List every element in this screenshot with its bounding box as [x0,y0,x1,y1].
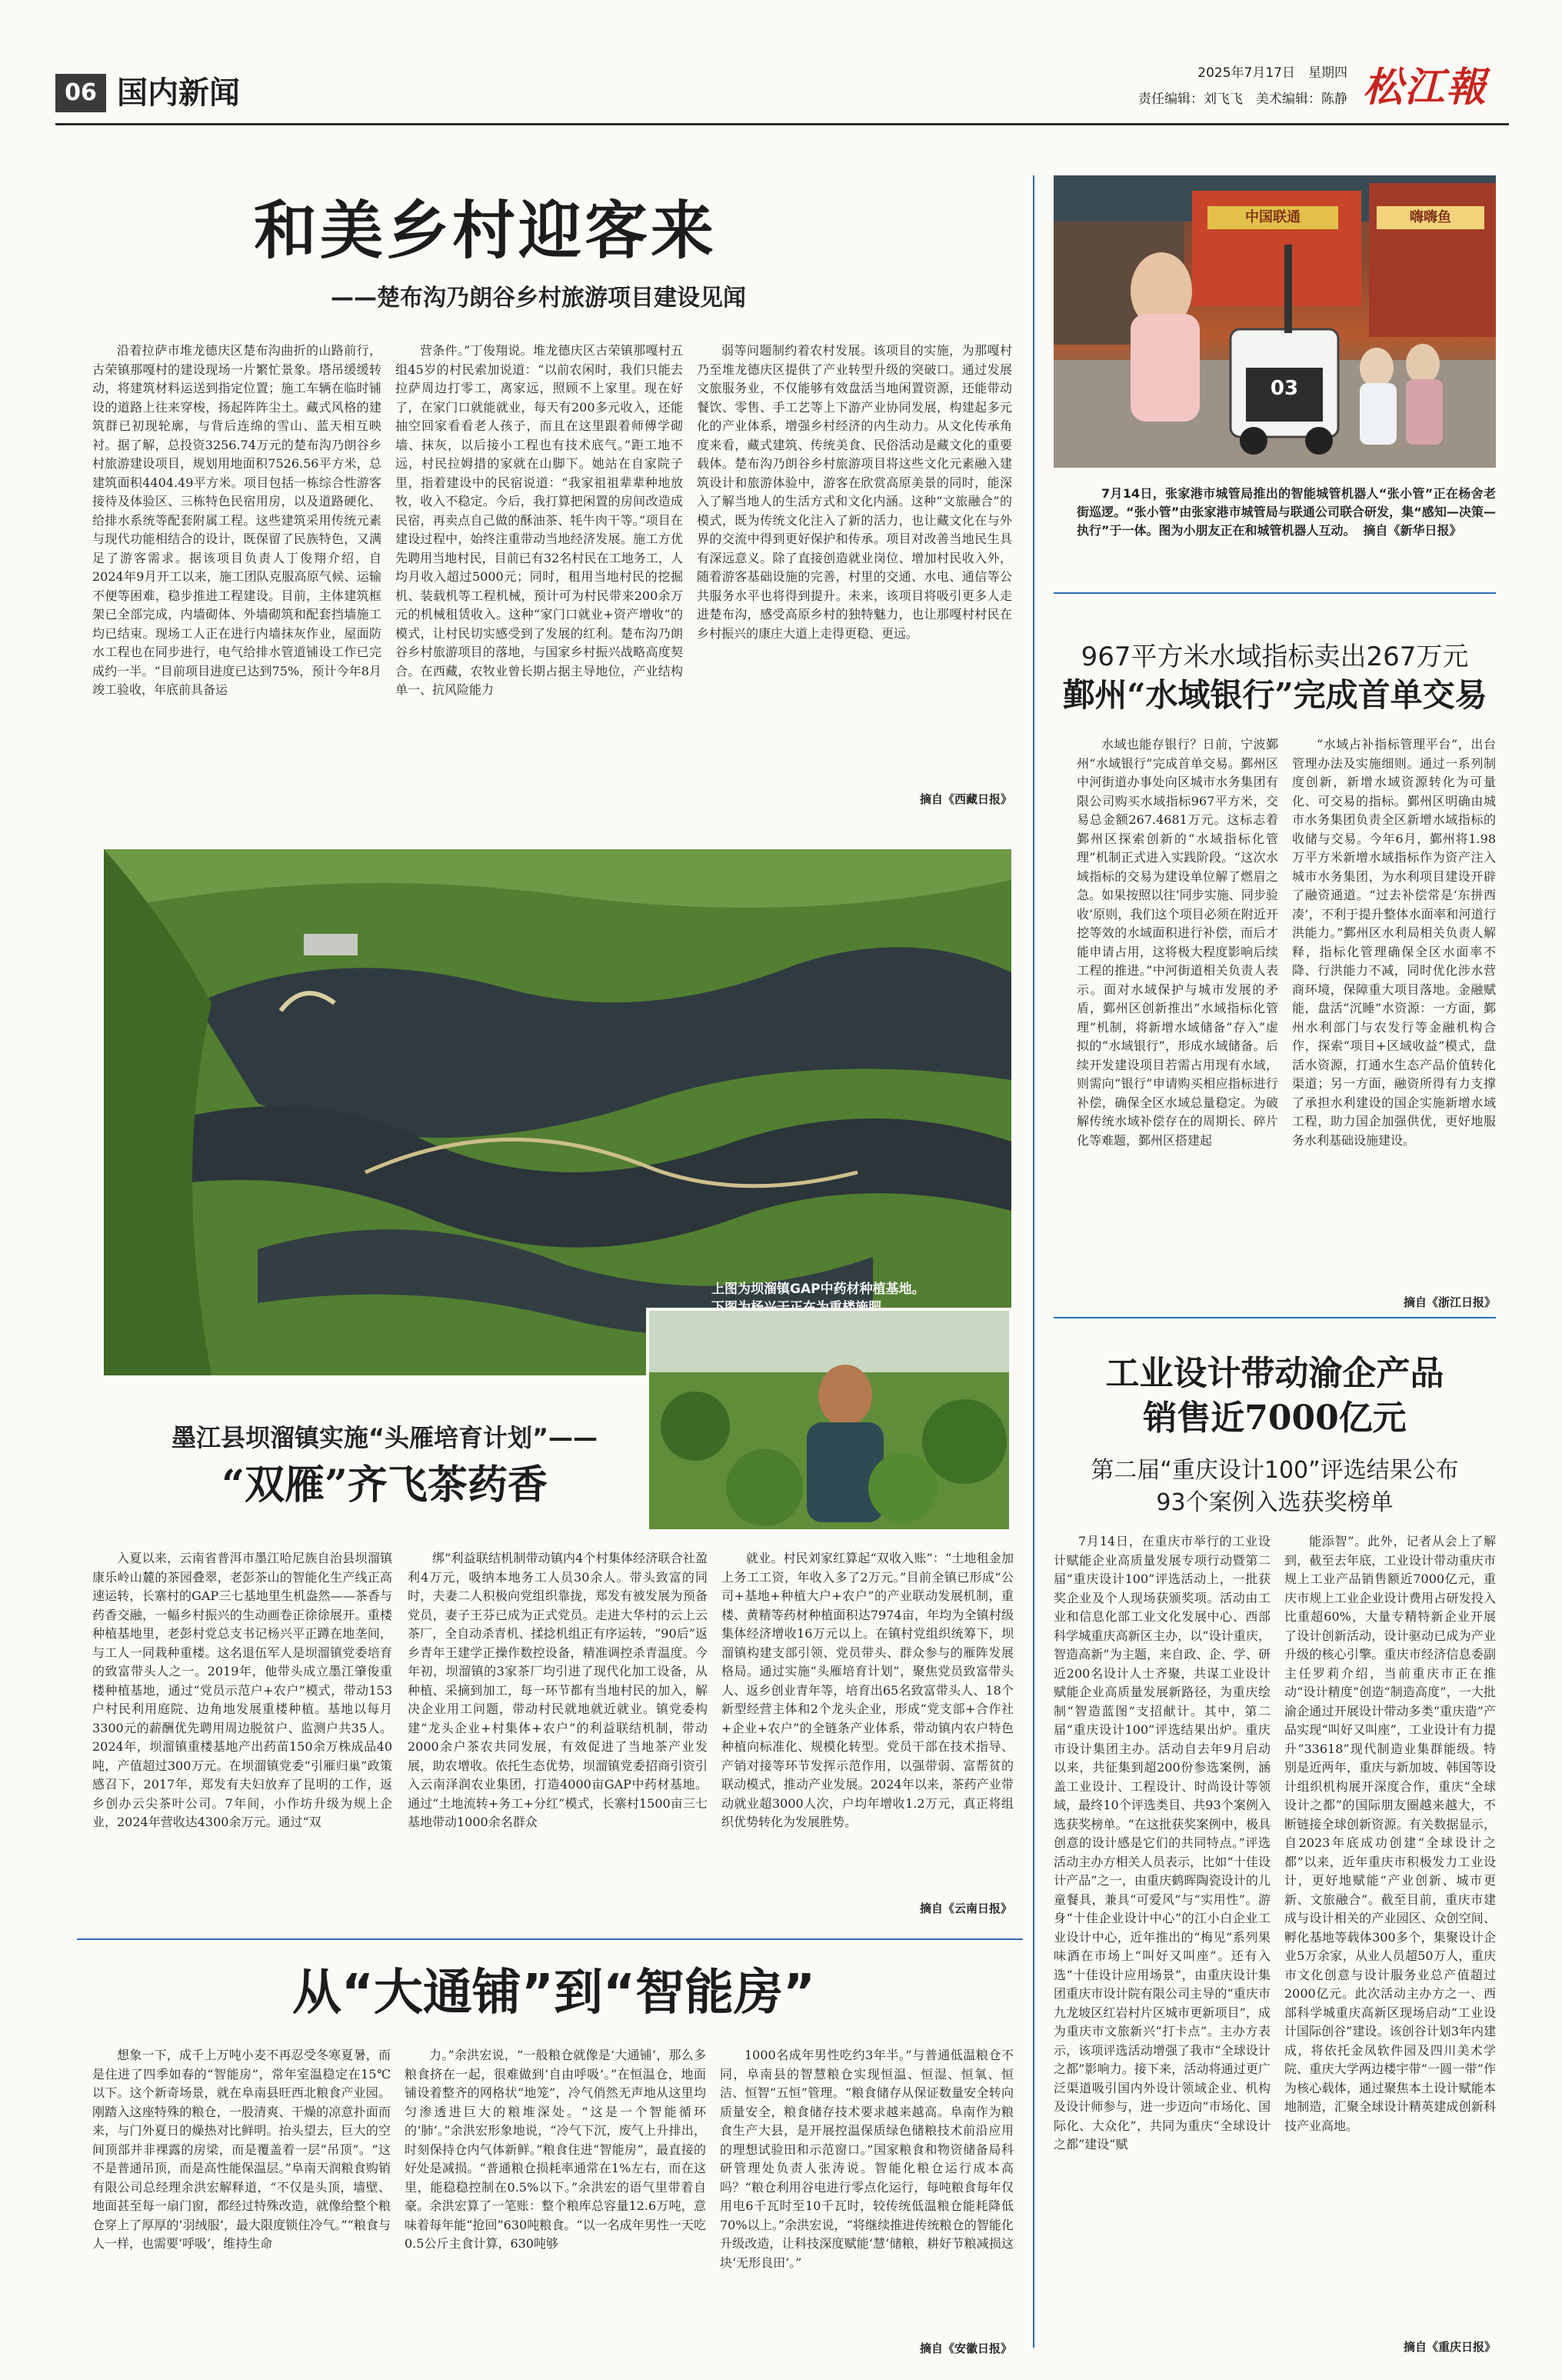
lead-col-3: 弱等问题制约着农村发展。该项目的实施，为那嘎村乃至堆龙德庆区提供了产业转型升级的突破口。通过发展文旅服务业，不仅能够有效盘活当地闲置资源，还能带动餐饮、零售、手工艺等上下游产业协同发展，构建起多元化的产业体系，增强乡村经济的内生动力。从文化传承角度来看，藏式建筑、传统美食、民俗活动是藏文化的重要载体。楚布沟乃朗谷乡村旅游项目将这些文化元素融入建筑设计和旅游体验中，游客在欣赏高原美景的同时，能深入了解当地人的生活方式和文化内涵。这种“文旅融合”的模式，既为传统文化注入了新的活力，也让藏文化在与外界的交流中得到更好保护和传承。项目对改善当地民生具有深远意义。除了直接创造就业岗位、增加村民收入外，随着游客基础设施的完善，村里的交通、水电、通信等公共服务水平也将得到提升。未来，该项目将吸引更多人走进楚布沟，感受高原乡村的独特魅力，也让那嘎村村民在乡村振兴的康庄大道上走得更稳、更远。 [697,343,1012,641]
farmer-photo [646,1308,1012,1532]
caption-line-1: 上图为坝溜镇GAP中药材种植基地。 [711,1282,925,1297]
section-name: 国内新闻 [117,75,240,111]
divider-rule [1054,592,1496,594]
granary-title: 从“大通铺”到“智能房” [291,1965,816,2022]
column-divider-2 [1033,1317,1034,2348]
newspaper-logo: 松江報 [1363,64,1488,111]
tea-col-2: 绑”利益联结机制带动镇内4个村集体经济联合社盈利4万元，吸纳本地务工人员30余人。带头致富的同时，夫妻二人积极向党组织靠拢，郑发有被发展为预备党员，妻子王芬已成为正式党员。走进大华村的云上云茶厂，全自动杀青机、揉捻机组正有序运转，“90后”返乡青年王建学正操作数控设备，精准调控杀青温度。今年初，坝溜镇的3家茶厂均引进了现代化加工设备，从种植、采摘到加工，每一环节都有当地村民的加入，解决企业用工问题，带动村民就地就近就业。镇党委构建“龙头企业+村集体+农户”的利益联结机制，带动2000余户茶农共同发展，有效促进了当地茶产业发展，助农增收。依托生态优势，坝溜镇党委招商引资引入云南泽润农业集团，打造4000亩GAP中药材基地。通过“土地流转+务工+分红”模式，长寨村1500亩三七基地带动1000余名群众 [408,1551,708,1829]
robot-photo [1054,175,1496,468]
issue-date: 2025年7月17日 星期四 [1197,65,1347,81]
granary-source: 摘自《安徽日报》 [919,2342,1012,2355]
tea-title: “双雁”齐飞茶药香 [221,1462,548,1508]
robot-photo-caption: 7月14日，张家港市城管局推出的智能城管机器人“张小管”正在杨舍老街巡逻。“张小管”由张家港市城管局与联通公司联合研发，集“感知—决策—执行”于一体。图为小朋友正在和城管机器人互动。 摘自《新华日报》 [1077,486,1496,538]
design-title-line-2: 销售近7000亿元 [1143,1398,1407,1438]
farmer-scene [649,1311,1012,1532]
robot-number: 03 [1270,377,1299,400]
herb-base-aerial-photo [104,849,1011,1375]
granary-col-2: 力。”余洪宏说，“一般粮仓就像是‘大通铺’，那么多粮食挤在一起，很难做到‘自由呼吸’。”在恒温仓，地面铺设着整齐的网格状“地笼”，冷气俏然无声地从这里均匀渗透进巨大的粮堆深处。“这是一个智能循环的‘肺’。”余洪宏形象地说，“冷气下沉，废气上升排出，时刻保持仓内气体新鲜。”粮食住进“智能房”，最直接的好处是减损。“普通粮仓损耗率通常在1%左右，而在这里，能稳稳控制在0.5%以下。”余洪宏的语气里带着自豪。余洪宏算了一笔账：整个粮库总容量12.6万吨，意味着每年能“抢回”630吨粮食。“以一名成年男性一天吃0.5公斤主食计算，630吨够 [405,2048,706,2251]
granary-col-1: 想象一下，成千上万吨小麦不再忍受冬寒夏暑，而是住进了四季如春的“智能房”，常年室温稳定在15℃以下。这个新奇场景，就在阜南县旺西北粮食产业园。刚踏入这座特殊的粮仓，一股清爽、干燥的凉意扑面而来，与门外夏日的燥热对比鲜明。抬头望去，巨大的空间顶部并非裸露的房梁，而是覆盖着一层“吊顶”。“这不是普通吊顶，而是高性能保温层。”阜南天润粮食购销有限公司总经理余洪宏解释道，“不仅是头顶，墙壁、地面甚至每一扇门窗，都经过特殊改造，就像给整个粮仓穿上了厚厚的‘羽绒服’，最大限度锁住冷气。”“粮食与人一样，也需要‘呼吸’，维持生命 [92,2048,391,2251]
lead-source: 摘自《西藏日报》 [919,792,1012,806]
editors-line: 责任编辑：刘飞飞 美术编辑：陈静 [1138,92,1347,107]
water-col-2: “水域占补指标管理平台”，出台管理办法及实施细则。通过一系列制度创新，新增水域资源转化为可量化、可交易的指标。鄞州区明确由城市水务集团负责全区新增水域指标的收储与交易。今年6月，鄞州将1.98万平方米新增水域指标作为资产注入城市水务集团，为水利项目建设开辟了融资通道。“过去补偿常是‘东拼西凑’，不利于提升整体水面率和河道行洪能力。”鄞州区水利局相关负责人解释，指标化管理确保全区水面率不降、行洪能力不减，同时优化涉水营商环境，保障重大项目落地。金融赋能，盘活“沉睡”水资源：一方面，鄞州水利部门与农发行等金融机构合作，探索“项目+区域收益”模式，盘活水资源，打通水生态产品价值转化渠道；另一方面，融资所得有力支撑了承担水利建设的国企实施新增水域工程，助力国企加强供优，更好地服务水利基础设施建设。 [1292,737,1496,1148]
water-source: 摘自《浙江日报》 [1403,1295,1496,1309]
lead-col-2: 营条件。”丁俊翔说。堆龙德庆区古荣镇那嘎村五组45岁的村民索加说道：“以前农闲时，我们只能去拉萨周边打零工，离家远，照顾不上家里。现在好了，在家门口就能就业，每天有200多元收入，还能抽空回家看看老人孩子，而且在这里跟着师傅学砌墙、抹灰，以后接小工程也有技术底气。”距工地不远，村民拉姆措的家就在山脚下。她站在自家院子里，指着建设中的民宿说道：“我家祖祖辈辈种地放牧，收入不稳定。今后，我打算把闲置的房间改造成民宿，再卖点自己做的酥油茶、牦牛肉干等。”项目在建设过程中，始终注重带动当地经济发展。施工方优先聘用当地村民，目前已有32名村民在工地务工，人均月收入超过5000元；同时，租用当地村民的挖掘机、装载机等工程机械，预计可为村民带来200余万元的机械租赁收入。这种“家门口就业+资产增收”的模式，让村民切实感受到了发展的红利。楚布沟乃朗谷乡村旅游项目的落地，与国家乡村振兴战略高度契合。在西藏，农牧业曾长期占据主导地位，产业结构单一、抗风险能力 [395,343,683,697]
divider-rule-3 [77,1938,1023,1940]
header-rule [55,123,1509,125]
design-source: 摘自《重庆日报》 [1403,2340,1496,2354]
tea-col-3: 就业。村民刘家红算起“双收入账”：“土地租金加上务工工资，年收入多了2万元。”目前全镇已形成“公司+基地+种植大户+农户”的产业联动发展机制，重楼、黄精等药材种植面积达7974亩，年均为全镇村级集体经济增收16万元以上。在镇村党组织统筹下，坝溜镇构建支部引领、党员带头、群众参与的雁阵发展格局。通过实施“头雁培育计划”，聚焦党员致富带头人、返乡创业青年等，培育出65名致富带头人、18个新型经营主体和2个龙头企业，形成“党支部+合作社+企业+农户”的全链条产业体系，带动镇内农户特色种植向标准化、规模化转型。党员干部在技术指导、产销对接等环节发挥示范作用，以强带弱、富帮贫的联动模式，推动产业发展。2024年以来，茶药产业带动就业超3000人次，户均年增收1.2万元，真正将组织优势转化为发展胜势。 [721,1551,1014,1829]
divider-rule-2 [1054,1317,1496,1318]
water-kicker: 967平方米水域指标卖出267万元 [1081,642,1469,672]
design-subtitle-line-1: 第二届“重庆设计100”评选结果公布 [1091,1457,1459,1484]
water-title: 鄞州“水域银行”完成首单交易 [1062,676,1487,714]
lead-subtitle: ——楚布沟乃朗谷乡村旅游项目建设见闻 [331,285,746,312]
page-number: 06 [55,74,106,112]
design-title-line-1: 工业设计带动渝企产品 [1105,1354,1444,1393]
design-subtitle-line-2: 93个案例入选获奖榜单 [1156,1489,1394,1516]
design-col-1: 7月14日，在重庆市举行的工业设计赋能企业高质量发展专项行动暨第二届“重庆设计100”评选活动上，一批获奖企业及个人现场获颁奖项。活动由工业和信息化部工业文化发展中心、西部科学城重庆高新区主办，以“设计重庆，智造高新”为主题，来自政、企、学、研近200名设计人士齐聚，共谋工业设计赋能企业高质量发展新路径，为重庆绘制“智造蓝图”支招献计。其中，第二届“重庆设计100”评选结果出炉。重庆市设计集团主办。活动自去年9月启动以来，共征集到超200份参选案例，涵盖工业设计、工程设计、时尚设计等领域，最终10个评选类目、共93个案例入选获奖榜单。“在这批获奖案例中，极具创意的设计感是它们的共同特点。”评选活动主办方相关人员表示，比如“十佳设计产品”之一，由重庆鹤晖陶瓷设计的儿童餐具，兼具“可爱风”与“实用性”。游身“十佳企业设计中心”的江小白企业工业设计中心，近年推出的“梅见”系列果味酒在市场上“叫好又叫座”。还有入选“十佳设计应用场景”，由重庆设计集团重庆市设计院有限公司主导的“重庆市九龙坡区红岩村片区城市更新项目”，成为重庆市文旅新兴“打卡点”。主办方表示，该项评选活动增强了我市“全球设计之都”影响力。接下来，活动将通过更广泛渠道吸引国内外设计领域企业、机构及设计师参与，进一步迈向“市场化、国际化、大众化”，共同为重庆“全球设计之都”建设“赋 [1054,1534,1271,2152]
page-header [55,46,1509,123]
water-col-1: 水域也能存银行？日前，宁波鄞州“水域银行”完成首单交易。鄞州区中河街道办事处向区城市水务集团有限公司购买水域指标967平方米，交易总金额267.4681万元。这标志着鄞州区探索创新的“水域指标化管理”机制正式进入实践阶段。“这次水域指标的交易为建设单位解了燃眉之急。如果按照以往‘同步实施、同步验收’原则，我们这个项目必须在附近开挖等效的水域面积进行补偿，而后才能申请占用，这将极大程度影响后续工程的推进。”中河街道相关负责人表示。面对水域保护与城市发展的矛盾，鄞州区创新推出“水域指标化管理”机制，将新增水域储备“存入”虚拟的“水域银行”，形成水域储备。后续开发建设项目若需占用现有水域，则需向“银行”申请购买相应指标进行补偿，确保全区水域总量稳定。为破解传统水域补偿存在的周期长、碎片化等难题，鄞州区搭建起 [1077,737,1278,1148]
lead-col-1: 沿着拉萨市堆龙德庆区楚布沟曲折的山路前行，古荣镇那嘎村的建设现场一片繁忙景象。塔吊缓缓转动，将建筑材料运送到指定位置；施工车辆在临时铺设的道路上往来穿梭，扬起阵阵尘土。藏式风格的建筑群已初现轮廓，与背后连绵的雪山、蓝天相互映衬。据了解，总投资3256.74万元的楚布沟乃朗谷乡村旅游建设项目，规划用地面积7526.56平方米，总建筑面积4404.49平方米。项目包括一栋综合性游客接待及体验区、三栋特色民宿用房，以及道路硬化、给排水系统等配套附属工程。这些建筑采用传统元素与现代功能相结合的设计，既保留了民族特色，又满足了游客需求。据该项目负责人丁俊翔介绍，自2024年9月开工以来，施工团队克服高原气候、运输不便等困难，稳步推进工程建设。目前，主体建筑框架已全部完成，内墙砌体、外墙砌筑和配套挡墙施工均已结束。现场工人正在进行内墙抹灰作业，屋面防水工程也在同步进行，电气给排水管道铺设工作已完成约一半。“目前项目进度已达到75%，预计今年8月竣工验收，年底前具备运 [92,343,381,697]
granary-col-3: 1000名成年男性吃约3年半。”与普通低温粮仓不同，阜南县的智慧粮仓实现恒温、恒湿、恒氧、恒洁、恒智“五恒”管理。“粮食储存从保证数量安全转向质量安全，粮食储存技术要求越来越高。阜南作为粮食生产大县，是开展控温保质绿色储粮技术前沿应用的理想试验田和示范窗口。”国家粮食和物资储备局科研管理处负责人张涛说。智能化粮仓运行成本高吗？“粮仓利用谷电进行零点化运行，每吨粮食每年仅用电6千瓦时至10千瓦时，较传统低温粮仓能耗降低70%以上。”余洪宏说，“将继续推进传统粮仓的智能化升级改造，让科技深度赋能‘慧’储粮，耕好节粮减损这块‘无形良田’。” [720,2048,1014,2270]
shop-sign-2: 嗨嗨鱼 [1410,209,1451,225]
tea-kicker: 墨江县坝溜镇实施“头雁培育计划”—— [171,1423,598,1452]
robot-photo-source: 摘自《新华日报》 [1363,523,1462,538]
lead-title: 和美乡村迎客来 [254,194,718,268]
tea-source: 摘自《云南日报》 [919,1902,1012,1915]
tea-col-1: 入夏以来，云南省普洱市墨江哈尼族自治县坝溜镇康乐岭山麓的茶园叠翠，老彭茶山的智能化生产线正高速运转，长寨村的GAP三七基地里生机盎然——茶香与药香交融，一幅乡村振兴的生动画卷正徐徐展开。重楼种植基地里，老彭村党总支书记杨兴平正蹲在地垄间，与工人一同栽种重楼。这名退伍军人是坝溜镇党委培育的致富带头人之一。2019年，他带头成立墨江肇俊重楼种植基地，通过“党员示范户+农户”模式，带动153户村民利用庭院、边角地发展重楼种植。基地以每月3300元的薪酬优先聘用周边脱贫户、监测户共35人。2024年，坝溜镇重楼基地产出药苗150余万株成品40吨，产值超过300万元。在坝溜镇党委“引雁归巢”政策感召下，2017年，郑发有夫妇放弃了昆明的工作，返乡创办云尖茶叶公司。7年间，小作坊升级为规上企业，2024年营收达4300余万元。通过“双 [92,1551,392,1829]
shop-sign-1: 中国联通 [1245,209,1301,225]
design-col-2: 能添智”。此外，记者从会上了解到，截至去年底，工业设计带动重庆市规上工业产品销售额近7000亿元，重庆市规上工业企业设计费用占研发投入比重超60%，大量专精特新企业开展了设计创新活动，设计驱动已成为产业升级的核心引擎。重庆市经济信息委副主任罗莉介绍，当前重庆市正在推动“设计精度”创造“制造高度”，一大批渝企通过开展设计带动多类“重庆造”产品实现“叫好又叫座”，工业设计有力提升“33618”现代制造业集群能级。特别是近两年，重庆与新加坡、韩国等设计组织机构展开深度合作，重庆“全球设计之都”的国际朋友圈越来越大，不断链接全球创新资源。有关数据显示，自2023年底成功创建“全球设计之都”以来，近年重庆市积极发力工业设计，更好地赋能“产业创新、城市更新、文旅融合”。截至目前，重庆市建成与设计相关的产业园区、众创空间、孵化基地等载体300多个，集聚设计企业5万余家，从业人员超50万人，重庆市文化创意与设计服务业总产值超过2000亿元。此次活动主办方之一、西部科学城重庆高新区现场启动“工业设计国际创谷”建设。该创谷计划3年内建成，将依托金凤软件园及四川美术学院、重庆大学两边楼宇带“一圆一带”作为核心载体，通过聚焦本土设计赋能本地制造，汇聚全球设计精英建成创新科技产业高地。 [1284,1534,1496,2133]
